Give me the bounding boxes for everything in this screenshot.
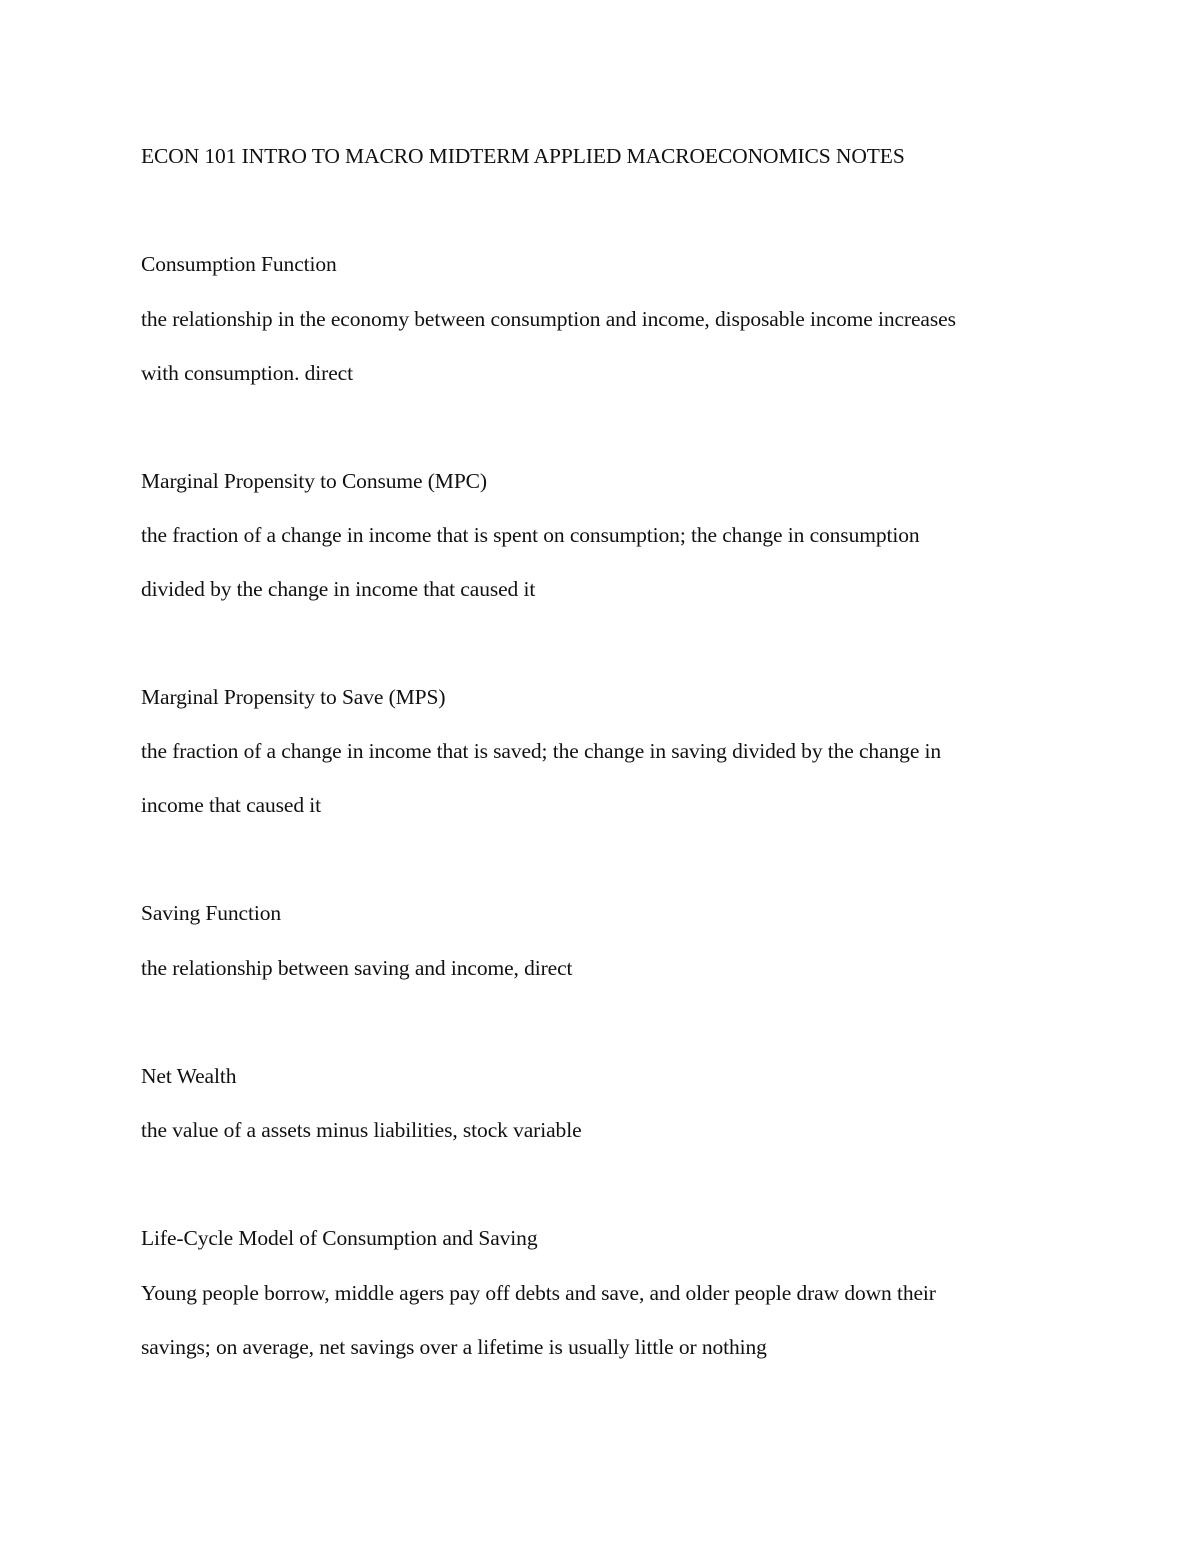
section-definition-line: savings; on average, net savings over a lifetime is usually little or nothing (141, 1335, 767, 1359)
section-term-life-cycle-model: Life-Cycle Model of Consumption and Saving (141, 1226, 538, 1250)
section-term-net-wealth: Net Wealth (141, 1064, 237, 1088)
section-definition-line: divided by the change in income that caused it (141, 577, 536, 601)
section-definition-line: the relationship between saving and income, direct (141, 956, 573, 980)
section-definition-line: the relationship in the economy between consumption and income, disposable income increases (141, 307, 956, 331)
section-definition-line: the fraction of a change in income that is saved; the change in saving divided by the change in (141, 739, 942, 763)
section-definition-line: with consumption. direct (141, 361, 353, 385)
section-term-saving-function: Saving Function (141, 901, 282, 925)
section-definition-line: income that caused it (141, 793, 321, 817)
document-title: ECON 101 INTRO TO MACRO MIDTERM APPLIED MACROECONOMICS NOTES (141, 144, 905, 168)
section-term-consumption-function: Consumption Function (141, 252, 337, 276)
section-term-mpc: Marginal Propensity to Consume (MPC) (141, 469, 487, 493)
section-definition-line: the fraction of a change in income that is spent on consumption; the change in consumption (141, 523, 920, 547)
section-definition-line: the value of a assets minus liabilities, stock variable (141, 1118, 582, 1142)
section-definition-line: Young people borrow, middle agers pay off debts and save, and older people draw down their (141, 1281, 936, 1305)
section-term-mps: Marginal Propensity to Save (MPS) (141, 685, 446, 709)
